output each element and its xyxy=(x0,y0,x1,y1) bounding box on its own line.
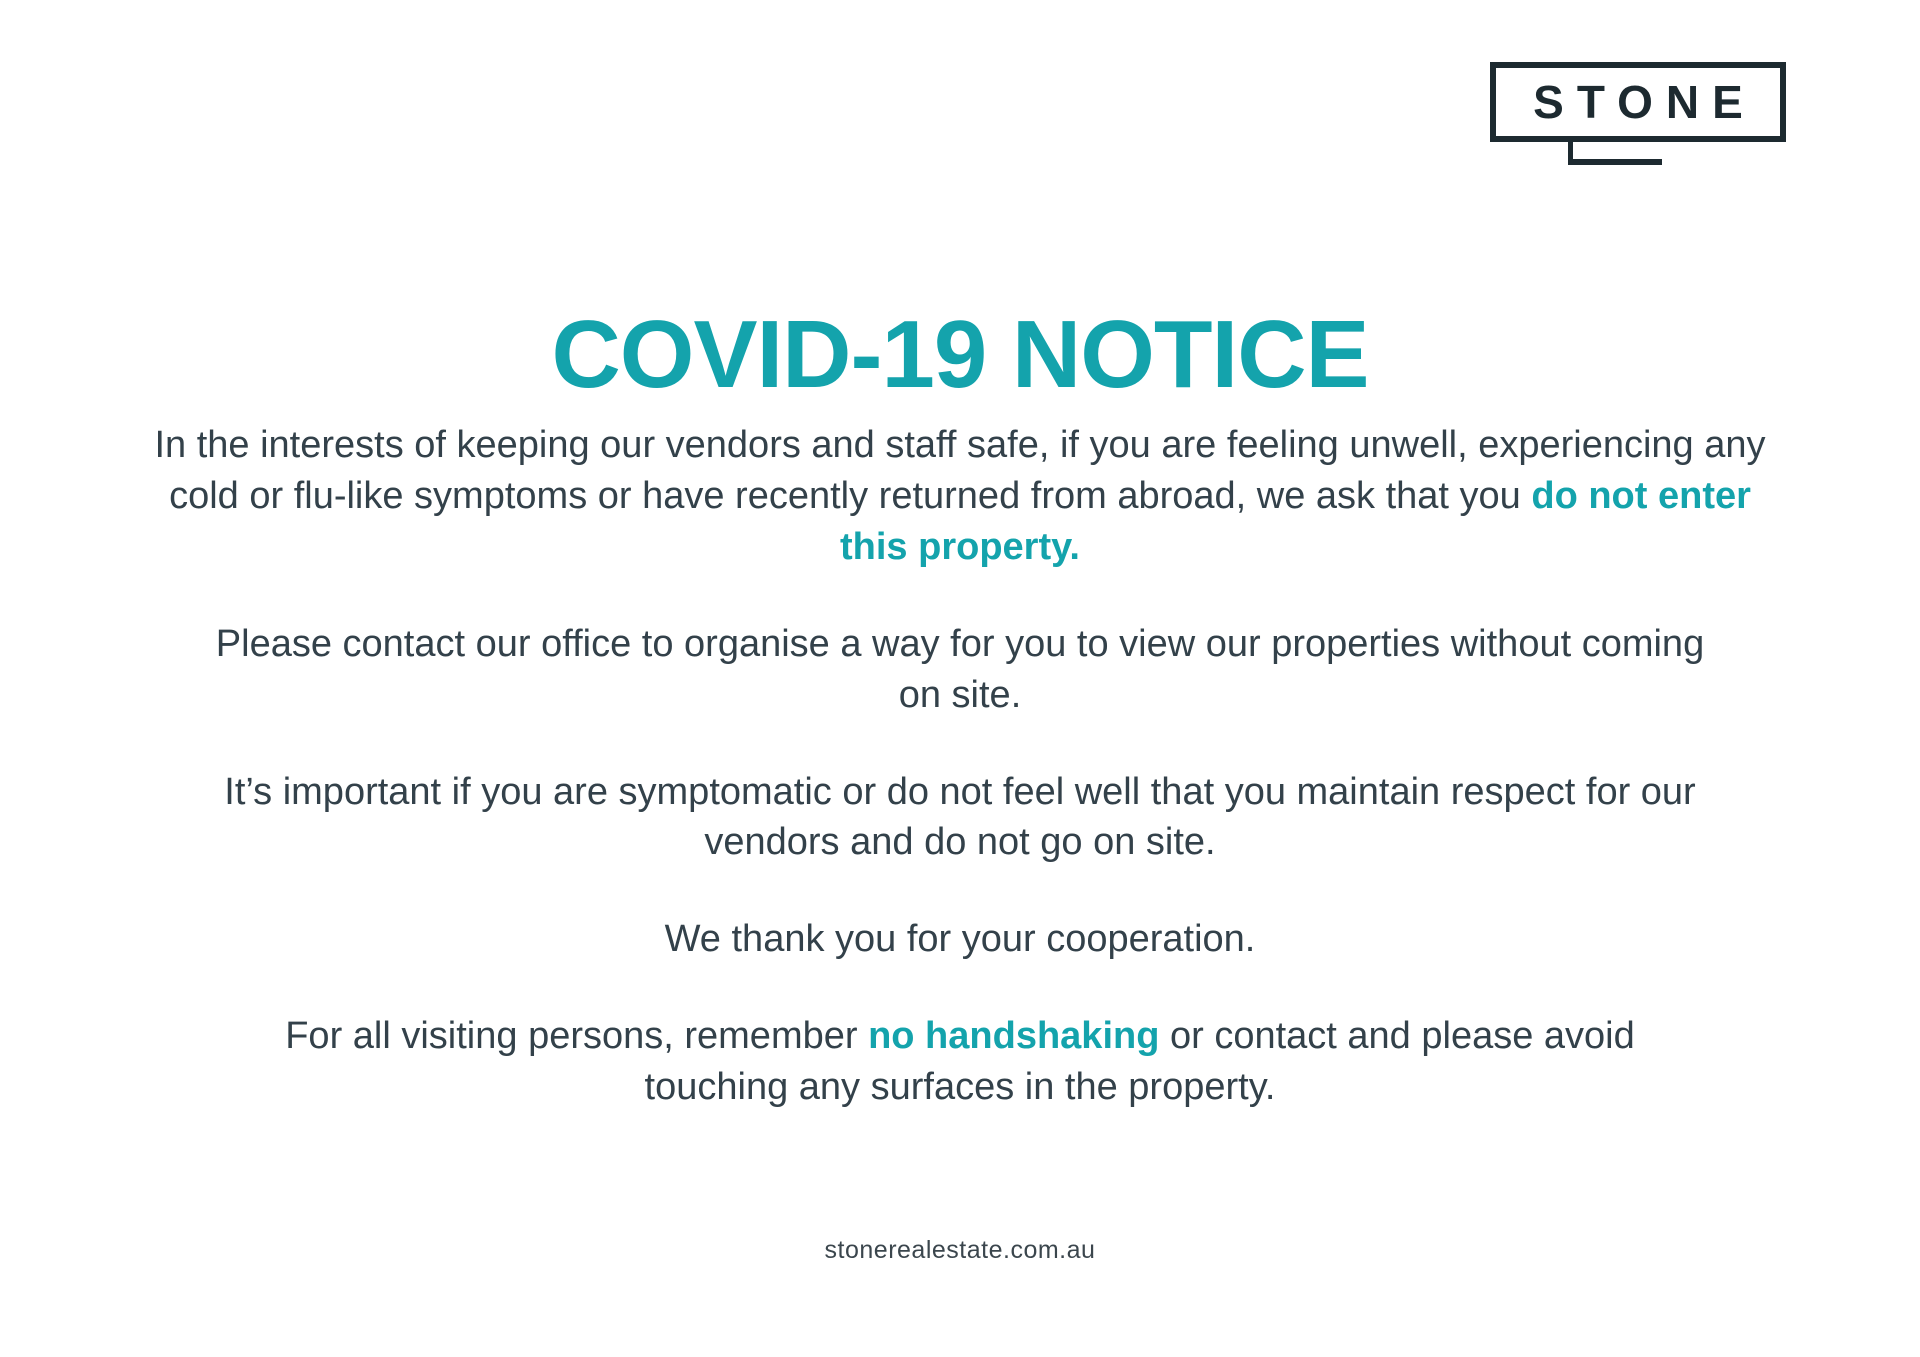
body-text: For all visiting persons, remember xyxy=(285,1015,869,1058)
highlighted-text: do not enter this property. xyxy=(840,474,1751,568)
notice-body xyxy=(140,420,1780,1113)
page-title: COVID-19 NOTICE xyxy=(551,301,1369,409)
highlighted-text: no handshaking xyxy=(868,1015,1160,1058)
logo-wordmark: STONE xyxy=(1533,76,1756,128)
body-text: In the interests of keeping our vendors and staff safe, if you are feeling unwell, experiencing any cold or flu-like symptoms or have recently returned from abroad, we ask that you xyxy=(154,424,1766,517)
logo-box xyxy=(1490,62,1786,142)
body-text: or contact and please avoid touching any surfaces in the property. xyxy=(644,1015,1635,1109)
notice-paragraph-2 xyxy=(205,619,1715,721)
notice-paragraph-4 xyxy=(260,914,1660,965)
body-text: We thank you for your cooperation. xyxy=(664,918,1256,961)
stone-logo xyxy=(1490,62,1790,192)
footer-website: stonerealestate.com.au xyxy=(824,1236,1096,1264)
body-text: Please contact our office to organise a way for you to view our properties without coming on site. xyxy=(215,622,1705,716)
body-text: It’s important if you are symptomatic or do not feel well that you maintain respect for our vendors and do not go on site. xyxy=(224,770,1696,864)
notice-paragraph-5 xyxy=(220,1011,1700,1113)
notice-paragraph-1 xyxy=(150,420,1770,573)
logo-speech-tail-icon xyxy=(1568,136,1664,168)
notice-paragraph-3 xyxy=(170,767,1750,869)
